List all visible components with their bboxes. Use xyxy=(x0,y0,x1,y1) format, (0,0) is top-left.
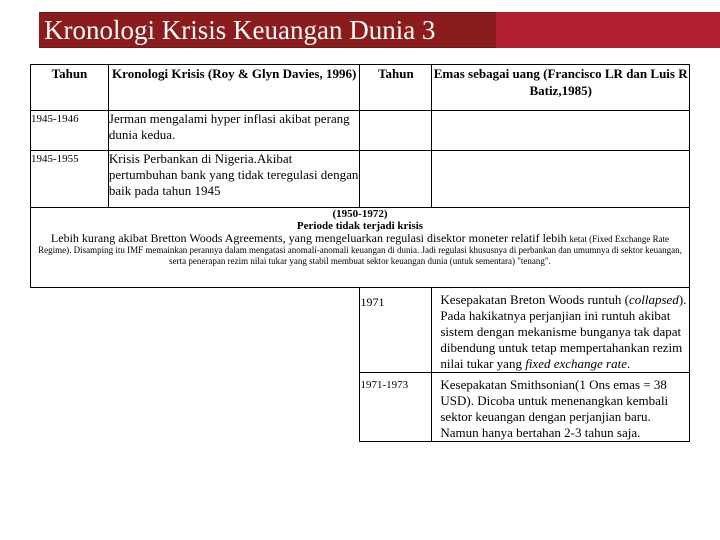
slide-title: Kronologi Krisis Keuangan Dunia 3 xyxy=(44,15,436,45)
row-empty-cell xyxy=(432,111,690,151)
row-year: 1945-1946 xyxy=(31,111,109,151)
row-empty-cell xyxy=(360,151,432,208)
table-row xyxy=(31,373,690,442)
chronology-table xyxy=(30,64,690,442)
row-text: Kesepakatan Breton Woods runtuh (collapsed). Pada hakikatnya perjanjian ini runtuh akibat sistem dengan mekanisme bunganya tak dapat dibendung untuk tetap mempertahankan rezim nilai tukar yang fixed exchange rate. xyxy=(432,288,690,373)
period-label: Periode tidak terjadi krisis xyxy=(296,220,424,232)
header-emas: Emas sebagai uang (Francisco LR dan Luis R Batiz,1985) xyxy=(432,65,690,111)
row-empty-cell xyxy=(360,111,432,151)
table-row xyxy=(31,151,690,208)
header-kronologi: Kronologi Krisis (Roy & Glyn Davies, 1996) xyxy=(108,65,360,111)
row-year: 1971-1973 xyxy=(360,373,432,442)
row-text: Kesepakatan Smithsonian(1 Ons emas = 38 USD). Dicoba untuk menenangkan kembali sektor keuangan dengan perjanjian baru. Namun hanya bertahan 2-3 tahun saja. xyxy=(432,373,690,442)
row-text: Jerman mengalami hyper inflasi akibat perang dunia kedua. xyxy=(108,111,360,151)
row-year: 1945-1955 xyxy=(31,151,109,208)
row-empty-cell xyxy=(432,151,690,208)
header-tahun-2: Tahun xyxy=(360,65,432,111)
period-description-continued: Regime). Disamping itu IMF memainkan perannya dalam mengatasi anomali-anomali keuangan di dunia. Jadi regulasi khususnya di perbankan dan umumnya di sektor keuangan, serta penerapan rezim nilai tukar yang stabil membuat sektor keuangan dunia (untuk sementara) "tenang". xyxy=(38,245,682,266)
row-empty-cell xyxy=(31,288,360,373)
table-row xyxy=(31,288,690,373)
row-empty-cell xyxy=(31,373,360,442)
period-description-small: ketat (Fixed Exchange Rate xyxy=(569,234,670,244)
period-range: (1950-1972) xyxy=(332,208,388,220)
middle-period-row xyxy=(31,208,690,288)
header-tahun-1: Tahun xyxy=(31,65,109,111)
title-accent-block xyxy=(496,12,720,48)
row-text: Krisis Perbankan di Nigeria.Akibat pertumbuhan bank yang tidak teregulasi dengan baik pada tahun 1945 xyxy=(108,151,360,208)
header-row xyxy=(31,65,690,111)
row-year: 1971 xyxy=(360,288,432,373)
period-description-main: Lebih kurang akibat Bretton Woods Agreements, yang mengeluarkan regulasi disektor moneter relatif lebih xyxy=(50,231,567,245)
table-row xyxy=(31,111,690,151)
